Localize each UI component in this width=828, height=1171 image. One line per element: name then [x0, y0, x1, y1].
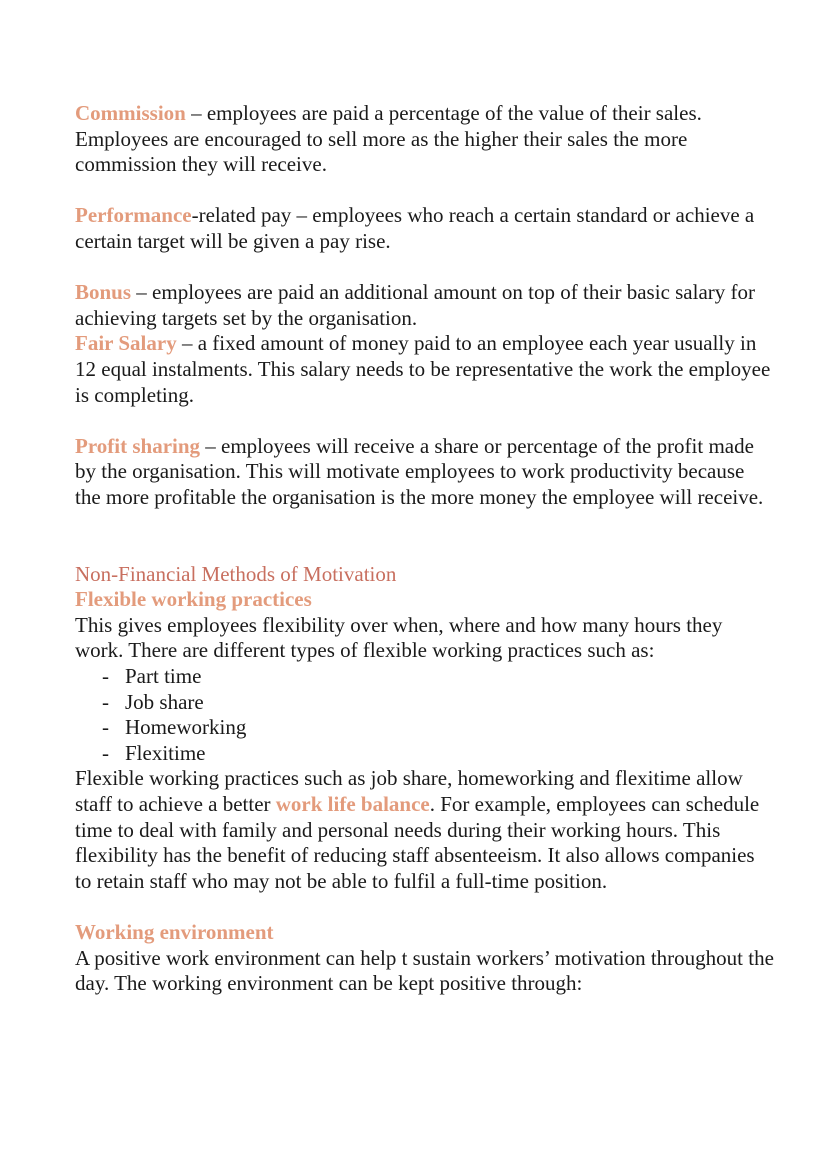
dash-marker: -: [102, 715, 109, 740]
bonus-term: Bonus: [75, 280, 132, 305]
bonus-paragraph: [75, 280, 775, 331]
performance-text: -related pay – employees who reach a certain standard or achieve a certain target will be given a pay rise.: [75, 203, 755, 253]
performance-term: Performance: [75, 203, 192, 228]
working-environment-heading: Working environment: [75, 920, 274, 944]
bonus-text: – employees are paid an additional amount on top of their basic salary for achieving targets set by the organisation.: [75, 280, 756, 330]
list-item-label: Job share: [125, 689, 204, 714]
list-item: [102, 715, 775, 741]
spacer: [75, 178, 775, 204]
document-page: [75, 101, 775, 997]
work-life-balance-term: work life balance: [275, 792, 430, 817]
list-item-label: Part time: [125, 664, 202, 689]
profit-sharing-text: – employees will receive a share or percentage of the profit made by the organisation. This will motivate employees to work productivity because the more profitable the organisation is the more money the employee will receive.: [75, 433, 764, 509]
dash-marker: -: [102, 664, 109, 689]
non-financial-heading: Non-Financial Methods of Motivation: [75, 561, 397, 586]
profit-sharing-paragraph: [75, 434, 775, 511]
spacer: [75, 255, 775, 281]
spacer: [75, 408, 775, 434]
commission-paragraph: [75, 101, 775, 178]
fair-salary-paragraph: [75, 331, 775, 408]
list-item: [102, 664, 775, 690]
performance-paragraph: [75, 203, 775, 254]
commission-term: Commission: [75, 101, 186, 125]
fair-salary-text: – a fixed amount of money paid to an employee each year usually in 12 equal instalments. This salary needs to be representative the work the employee is completing.: [75, 331, 771, 407]
flexible-intro: This gives employees flexibility over when, where and how many hours they work. There are different types of flexible working practices such as:: [75, 612, 723, 663]
dash-marker: -: [102, 689, 109, 714]
flexible-working-heading: Flexible working practices: [75, 587, 312, 612]
fair-salary-term: Fair Salary: [75, 331, 177, 356]
list-item: [102, 741, 775, 767]
list-item-label: Homeworking: [125, 715, 247, 740]
spacer: [75, 894, 775, 920]
flexible-types-list: [75, 664, 775, 766]
list-item-label: Flexitime: [125, 740, 206, 765]
flexible-body: [75, 766, 775, 894]
working-environment-text: A positive work environment can help t sustain workers’ motivation throughout the day. The working environment can be kept positive through:: [75, 945, 774, 996]
flexible-body-after: . For example, employees can schedule time to deal with family and personal needs during their working hours. This flexibility has the benefit of reducing staff absenteeism. It also allows companies to retain staff who may not be able to fulfil a full-time position.: [75, 792, 760, 893]
list-item: [102, 690, 775, 716]
profit-sharing-term: Profit sharing: [75, 433, 201, 458]
spacer: [75, 536, 775, 562]
commission-text: – employees are paid a percentage of the value of their sales. Employees are encouraged to sell more as the higher their sales the more commission they will receive.: [75, 101, 702, 177]
dash-marker: -: [102, 740, 109, 765]
spacer: [75, 511, 775, 537]
flexible-body-before: Flexible working practices such as job share, homeworking and flexitime allow staff to achieve a better: [75, 766, 743, 817]
